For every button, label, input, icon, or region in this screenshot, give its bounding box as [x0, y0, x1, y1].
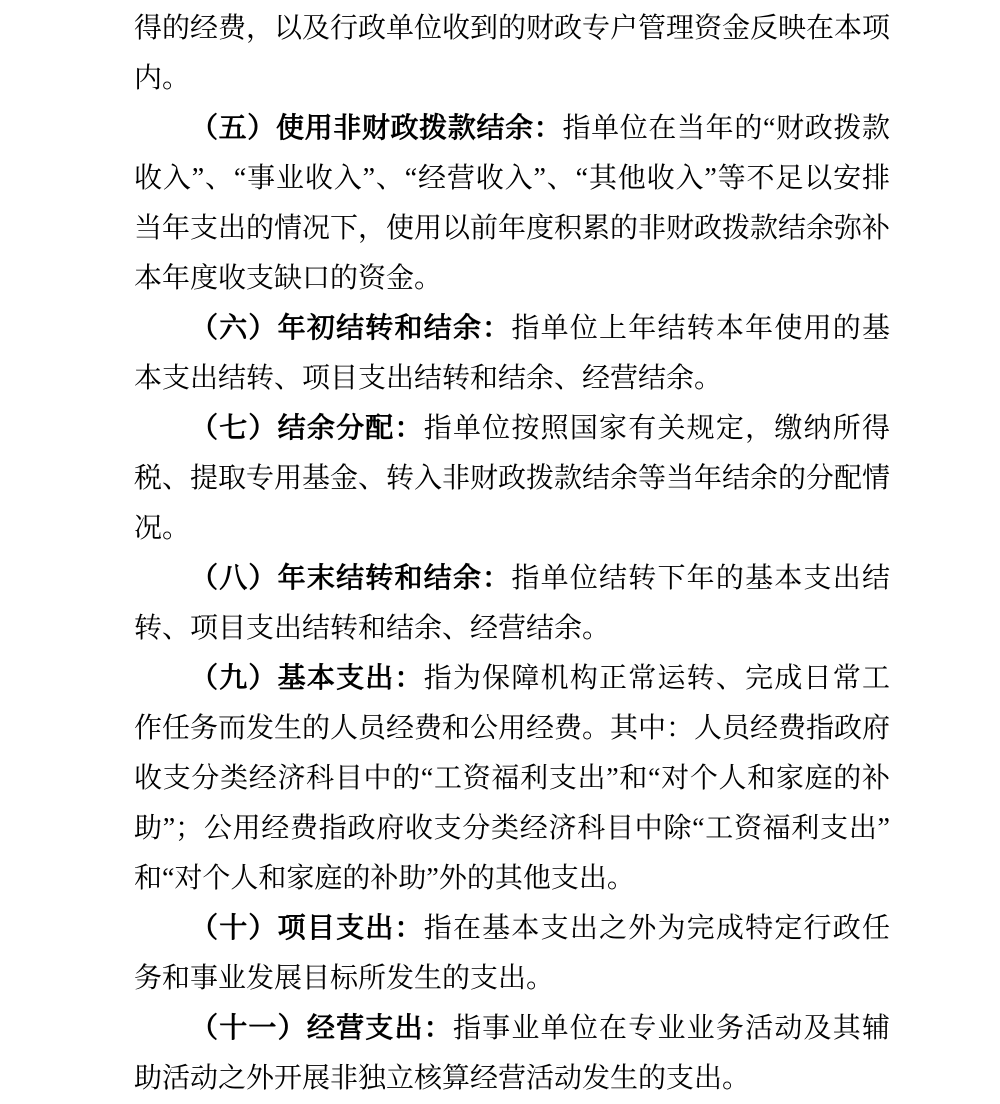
- paragraph-body: 指单位在当年的“财政拨款收入”、“事业收入”、“经营收入”、“其他收入”等不足以安排当年支出的情况下，使用以前年度积累的非财政拨款结余弥补本年度收支缺口的资金。: [134, 113, 891, 294]
- paragraph-item-7: [134, 404, 890, 554]
- term-label: （十一）经营支出：: [190, 1013, 453, 1044]
- paragraph-body: 指为保障机构正常运转、完成日常工作任务而发生的人员经费和公用经费。其中：人员经费指政府收支分类经济科目中的“工资福利支出”和“对个人和家庭的补助”；公用经费指政府收支分类经济科目中除“工资福利支出”和“对个人和家庭的补助”外的其他支出。: [134, 663, 891, 894]
- term-label: （八）年末结转和结余：: [190, 563, 512, 594]
- paragraph-body: 指单位结转下年的基本支出结转、项目支出结转和结余、经营结余。: [134, 563, 890, 644]
- term-label: （六）年初结转和结余：: [190, 313, 512, 344]
- paragraph-body: 指单位上年结转本年使用的基本支出结转、项目支出结转和结余、经营结余。: [134, 313, 890, 394]
- paragraph-body: 指事业单位在专业业务活动及其辅助活动之外开展非独立核算经营活动发生的支出。: [134, 1013, 890, 1094]
- paragraph-body: 指单位按照国家有关规定，缴纳所得税、提取专用基金、转入非财政拨款结余等当年结余的分配情况。: [134, 413, 891, 544]
- paragraph-item-9: [134, 654, 890, 904]
- term-label: （五）使用非财政拨款结余：: [190, 113, 563, 144]
- paragraph-item-5: [134, 104, 890, 304]
- term-label: （九）基本支出：: [190, 663, 424, 694]
- paragraph-item-8: [134, 554, 890, 654]
- paragraph-item-10: [134, 904, 890, 1004]
- paragraph-body: 指在基本支出之外为完成特定行政任务和事业发展目标所发生的支出。: [134, 913, 890, 994]
- term-label: （十）项目支出：: [190, 913, 424, 944]
- paragraph-body: 得的经费，以及行政单位收到的财政专户管理资金反映在本项内。: [134, 13, 891, 94]
- paragraph-item-6: [134, 304, 890, 404]
- paragraph-item-11: [134, 1004, 890, 1104]
- term-label: （七）结余分配：: [190, 413, 424, 444]
- paragraph-continuation: [134, 4, 890, 104]
